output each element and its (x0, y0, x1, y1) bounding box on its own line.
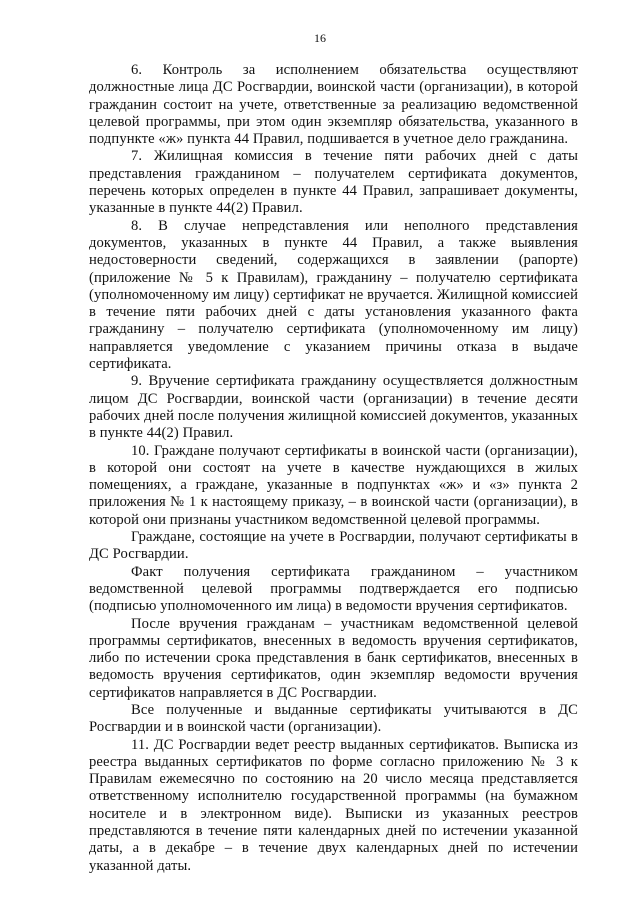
paragraph-6: 6. Контроль за исполнением обязательства осуществляют должностные лица ДС Росгвардии, воинской части (организации), в которой гражданин состоит на учете, ответственные за реализацию ведомственной целевой программы, при этом один экземпляр обязательства, указанного в подпункте «ж» пункта 44 Правил, подшивается в учетное дело гражданина. (89, 62, 578, 148)
paragraph-8: 8. В случае непредставления или неполного представления документов, указанных в пункте 44 Правил, а также выявления недостоверности сведений, содержащихся в заявлении (рапорте) (приложение № 5 к Правилам), гражданину – получателю сертификата (уполномоченному им лицу) сертификат не вручается. Жилищной комиссией в течение пяти рабочих дней с даты установления указанного факта гражданину – получателю сертификата (уполномоченному им лицу) направляется уведомление с указанием причины отказа в выдаче сертификата. (89, 217, 578, 373)
paragraph-9: 9. Вручение сертификата гражданину осуществляется должностным лицом ДС Росгвардии, воинской части (организации) в течение десяти рабочих дней после получения жилищной комиссией документов, указанных в пункте 44(2) Правил. (89, 373, 578, 442)
document-body (89, 62, 578, 875)
paragraph-10-rosgvardia: Граждане, состоящие на учете в Росгвардии, получают сертификаты в ДС Росгвардии. (89, 529, 578, 563)
paragraph-10-after: После вручения гражданам – участникам ведомственной целевой программы сертификатов, внесенных в ведомость вручения сертификатов, либо по истечении срока представления в банк сертификатов, внесенных в ведомость вручения сертификатов, один экземпляр ведомости вручения сертификатов направляется в ДС Росгвардии. (89, 615, 578, 701)
paragraph-10: 10. Граждане получают сертификаты в воинской части (организации), в которой они состоят на учете в качестве нуждающихся в жилых помещениях, а граждане, указанные в подпунктах «ж» и «з» пункта 2 приложения № 1 к настоящему приказу, – в воинской части (организации), в которой они признаны участником ведомственной целевой программы. (89, 442, 578, 528)
paragraph-10-all: Все полученные и выданные сертификаты учитываются в ДС Росгвардии и в воинской части (организации). (89, 701, 578, 736)
page-number: 16 (314, 31, 326, 45)
paragraph-7: 7. Жилищная комиссия в течение пяти рабочих дней с даты представления гражданином – получателем сертификата документов, перечень которых определен в пункте 44 Правил, запрашивает документы, указанные в пункте 44(2) Правил. (89, 148, 578, 217)
paragraph-10-fact: Факт получения сертификата гражданином – участником ведомственной целевой программы подтверждается его подписью (подписью уполномоченного им лица) в ведомости вручения сертификатов. (89, 563, 578, 615)
paragraph-11: 11. ДС Росгвардии ведет реестр выданных сертификатов. Выписка из реестра выданных сертификатов по форме согласно приложению № 3 к Правилам ежемесячно по состоянию на 20 число месяца представляется ответственному исполнителю государственной программы (на бумажном носителе и в электронном виде). Выписки из указанных реестров представляются в течение пяти календарных дней по истечении указанной даты, а в декабре – в течение двух календарных дней по истечении указанной даты. (89, 736, 578, 874)
